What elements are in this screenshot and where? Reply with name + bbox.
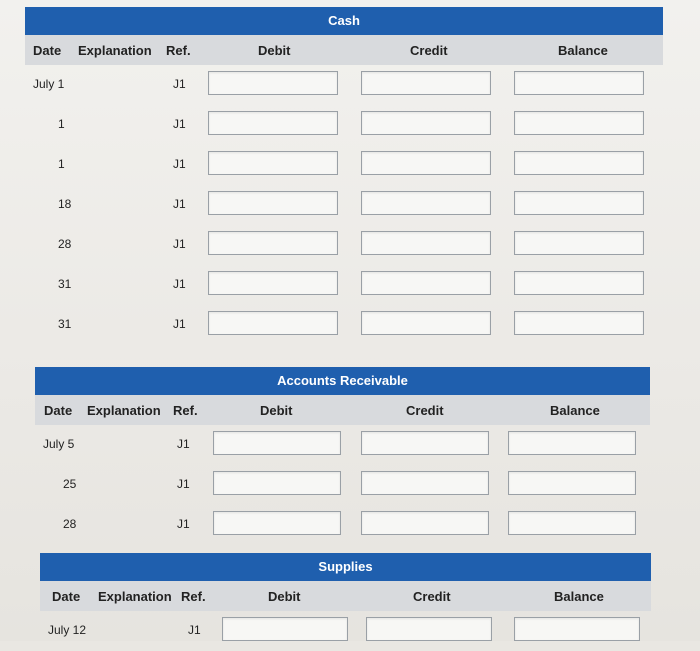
row-date: 28 [63,517,77,531]
balance-input[interactable] [514,617,640,641]
header-balance: Balance [554,589,604,604]
row-ref: J1 [173,197,186,211]
balance-input[interactable] [508,431,636,455]
row-ref: J1 [173,317,186,331]
debit-input[interactable] [222,617,348,641]
row-date: July 5 [43,437,75,451]
supplies-title: Supplies [40,553,651,581]
cash-header-row [25,35,663,65]
header-debit: Debit [258,43,291,58]
credit-input[interactable] [361,311,491,335]
credit-input[interactable] [361,271,491,295]
credit-input[interactable] [361,111,491,135]
row-ref: J1 [173,277,186,291]
header-credit: Credit [406,403,444,418]
balance-input[interactable] [514,111,644,135]
row-date: 18 [58,197,72,211]
ar-rows [35,425,650,545]
debit-input[interactable] [208,71,338,95]
debit-input[interactable] [208,311,338,335]
credit-input[interactable] [361,511,489,535]
balance-input[interactable] [508,471,636,495]
header-debit: Debit [268,589,301,604]
row-ref: J1 [177,477,190,491]
header-ref: Ref. [181,589,206,604]
row-date: 31 [58,317,72,331]
credit-input[interactable] [361,71,491,95]
credit-input[interactable] [366,617,492,641]
row-ref: J1 [173,77,186,91]
row-date: 25 [63,477,77,491]
ledger-row [40,611,651,651]
ledger-row [25,65,663,105]
balance-input[interactable] [514,191,644,215]
row-ref: J1 [177,437,190,451]
balance-input[interactable] [514,271,644,295]
ar-title: Accounts Receivable [35,367,650,395]
row-date: 1 [58,157,65,171]
header-ref: Ref. [166,43,191,58]
ledger-row [25,105,663,145]
header-date: Date [44,403,73,418]
row-date: 31 [58,277,72,291]
balance-input[interactable] [508,511,636,535]
ledger-row [25,145,663,185]
debit-input[interactable] [208,111,338,135]
supplies-ledger [40,553,651,651]
cash-rows [25,65,663,345]
ledger-row [35,425,650,465]
ledger-row [35,505,650,545]
row-date: July 12 [48,623,87,637]
debit-input[interactable] [208,191,338,215]
credit-input[interactable] [361,231,491,255]
debit-input[interactable] [208,271,338,295]
header-date: Date [52,589,81,604]
header-explanation: Explanation [78,43,152,58]
ar-header-row [35,395,650,425]
debit-input[interactable] [213,511,341,535]
header-credit: Credit [413,589,451,604]
debit-input[interactable] [213,471,341,495]
ledger-row [25,265,663,305]
ar-ledger [35,367,650,545]
credit-input[interactable] [361,431,489,455]
debit-input[interactable] [213,431,341,455]
header-ref: Ref. [173,403,198,418]
row-date: July 1 [33,77,65,91]
balance-input[interactable] [514,71,644,95]
balance-input[interactable] [514,311,644,335]
debit-input[interactable] [208,231,338,255]
balance-input[interactable] [514,151,644,175]
balance-input[interactable] [514,231,644,255]
header-balance: Balance [550,403,600,418]
debit-input[interactable] [208,151,338,175]
header-debit: Debit [260,403,293,418]
header-credit: Credit [410,43,448,58]
header-explanation: Explanation [98,589,172,604]
credit-input[interactable] [361,471,489,495]
row-ref: J1 [173,157,186,171]
credit-input[interactable] [361,151,491,175]
row-ref: J1 [188,623,201,637]
ledger-row [25,305,663,345]
row-ref: J1 [173,237,186,251]
ledger-row [25,225,663,265]
header-balance: Balance [558,43,608,58]
supplies-header-row [40,581,651,611]
header-explanation: Explanation [87,403,161,418]
ledger-row [25,185,663,225]
row-date: 28 [58,237,72,251]
row-ref: J1 [177,517,190,531]
cash-title: Cash [25,7,663,35]
ledger-row [35,465,650,505]
credit-input[interactable] [361,191,491,215]
row-date: 1 [58,117,65,131]
row-ref: J1 [173,117,186,131]
header-date: Date [33,43,62,58]
cash-ledger [25,7,663,345]
supplies-rows [40,611,651,651]
